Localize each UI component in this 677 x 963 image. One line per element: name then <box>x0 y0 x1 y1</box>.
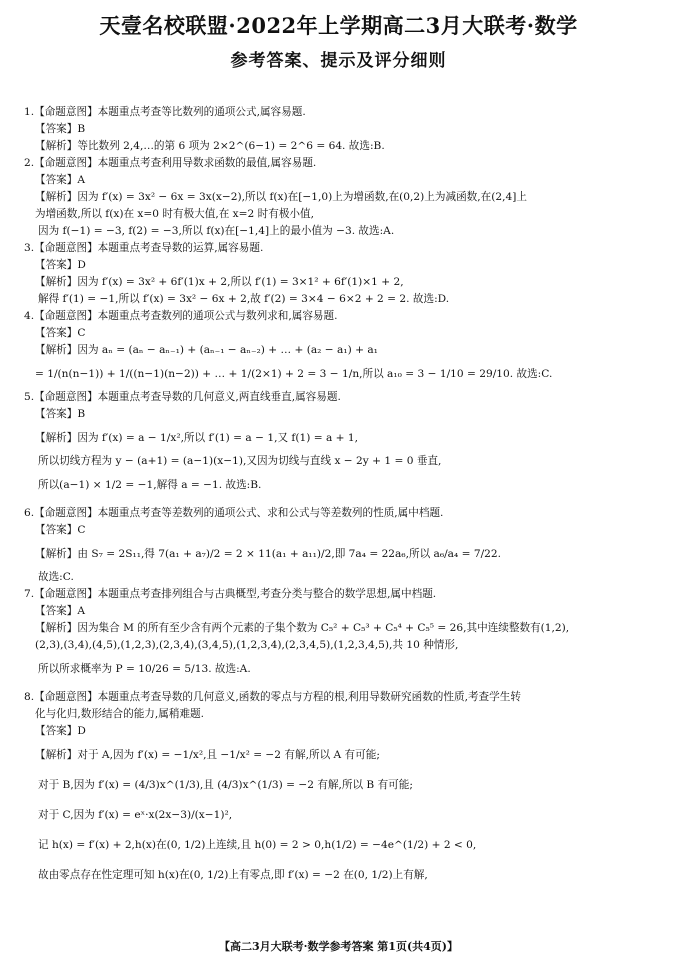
q4-intent: 4.【命题意图】本题重点考查数列的通项公式与数列求和,属容易题. <box>24 310 338 322</box>
q6-analysis-cont: 故选:C. <box>38 571 74 583</box>
q1-intent: 1.【命题意图】本题重点考查等比数列的通项公式,属容易题. <box>24 106 306 118</box>
q8-analysis: 【解析】对于 A,因为 f′(x) = −1/x²,且 −1/x² = −2 有解,所以 A 有可能; <box>35 749 380 761</box>
q8-intent-cont: 化与化归,数形结合的能力,属稍难题. <box>35 708 205 720</box>
q8-intent: 8.【命题意图】本题重点考查导数的几何意义,函数的零点与方程的根,利用导数研究函数的性质,考查学生转 <box>24 691 521 703</box>
q6-answer: 【答案】C <box>35 524 86 536</box>
answer-content <box>24 104 659 890</box>
q8-analysis-c-cont: 记 h(x) = f′(x) + 2,h(x)在(0, 1/2)上连续,且 h(0) = 2 > 0,h(1/2) = −4e^(1/2) + 2 < 0, <box>38 839 477 851</box>
q3-analysis-cont: 解得 f′(1) = −1,所以 f′(x) = 3x² − 6x + 2,故 f′(2) = 3×4 − 6×2 + 2 = 2. 故选:D. <box>38 293 450 305</box>
q5-analysis: 【解析】因为 f′(x) = a − 1/x²,所以 f′(1) = a − 1,又 f(1) = a + 1, <box>35 432 358 444</box>
q4-answer: 【答案】C <box>35 327 86 339</box>
q1-analysis: 【解析】等比数列 2,4,…的第 6 项为 2×2^(6−1) = 2^6 = 64. 故选:B. <box>35 140 385 152</box>
q8-analysis-b: 对于 B,因为 f′(x) = (4/3)x^(1/3),且 (4/3)x^(1/3) = −2 有解,所以 B 有可能; <box>38 779 413 791</box>
q8-answer: 【答案】D <box>35 725 86 737</box>
q7-intent: 7.【命题意图】本题重点考查排列组合与古典概型,考查分类与整合的数学思想,属中档题. <box>24 588 437 600</box>
q2-answer: 【答案】A <box>35 174 86 186</box>
q8-analysis-c: 对于 C,因为 f′(x) = eˣ·x(2x−3)/(x−1)², <box>38 809 233 821</box>
q6-analysis: 【解析】由 S₇ = 2S₁₁,得 7(a₁ + a₇)/2 = 2 × 11(a₁ + a₁₁)/2,即 7a₄ = 22a₆,所以 a₆/a₄ = 7/22. <box>35 548 501 560</box>
page-subtitle: 参考答案、提示及评分细则 <box>230 51 447 71</box>
q5-answer: 【答案】B <box>35 408 86 420</box>
q1-answer: 【答案】B <box>35 123 86 135</box>
q2-analysis: 【解析】因为 f′(x) = 3x² − 6x = 3x(x−2),所以 f(x)在[−1,0)上为增函数,在(0,2)上为减函数,在(2,4]上 <box>35 191 527 203</box>
q5-intent: 5.【命题意图】本题重点考查导数的几何意义,两直线垂直,属容易题. <box>24 391 341 403</box>
q2-analysis-cont: 因为 f(−1) = −3, f(2) = −3,所以 f(x)在[−1,4]上的最小值为 −3. 故选:A. <box>38 225 395 237</box>
q5-analysis-cont: 所以(a−1) × 1/2 = −1,解得 a = −1. 故选:B. <box>38 479 262 491</box>
q5-analysis-cont: 所以切线方程为 y − (a+1) = (a−1)(x−1),又因为切线与直线 x − 2y + 1 = 0 垂直, <box>38 455 442 467</box>
q7-analysis-cont: (2,3),(3,4),(4,5),(1,2,3),(2,3,4),(3,4,5),(1,2,3,4),(2,3,4,5),(1,2,3,4,5),共 10 种情形, <box>35 639 459 651</box>
page-title: 天壹名校联盟·2022年上学期高二3月大联考·数学 <box>99 13 578 38</box>
page-footer: 【高二3月大联考·数学参考答案 第1页(共4页)】 <box>218 940 459 953</box>
q7-analysis-cont: 所以所求概率为 P = 10/26 = 5/13. 故选:A. <box>38 663 251 675</box>
q2-analysis-cont: 为增函数,所以 f(x)在 x=0 时有极大值,在 x=2 时有极小值, <box>35 208 314 220</box>
q8-analysis-c-cont: 故由零点存在性定理可知 h(x)在(0, 1/2)上有零点,即 f′(x) = −2 在(0, 1/2)上有解, <box>38 869 428 881</box>
q7-analysis: 【解析】因为集合 M 的所有至少含有两个元素的子集个数为 C₅² + C₅³ + C₅⁴ + C₅⁵ = 26,其中连续整数有(1,2), <box>35 622 570 634</box>
q3-intent: 3.【命题意图】本题重点考查导数的运算,属容易题. <box>24 242 264 254</box>
q4-analysis: 【解析】因为 aₙ = (aₙ − aₙ₋₁) + (aₙ₋₁ − aₙ₋₂) + … + (a₂ − a₁) + a₁ <box>35 344 378 356</box>
q7-answer: 【答案】A <box>35 605 86 617</box>
q2-intent: 2.【命题意图】本题重点考查利用导数求函数的最值,属容易题. <box>24 157 317 169</box>
q6-intent: 6.【命题意图】本题重点考查等差数列的通项公式、求和公式与等差数列的性质,属中档题. <box>24 507 444 519</box>
q3-answer: 【答案】D <box>35 259 86 271</box>
q4-analysis-formula: = 1/(n(n−1)) + 1/((n−1)(n−2)) + … + 1/(2×1) + 2 = 3 − 1/n,所以 a₁₀ = 3 − 1/10 = 29/10. 故选:C. <box>35 368 553 380</box>
q3-analysis: 【解析】因为 f′(x) = 3x² + 6f′(1)x + 2,所以 f′(1) = 3×1² + 6f′(1)×1 + 2, <box>35 276 404 288</box>
